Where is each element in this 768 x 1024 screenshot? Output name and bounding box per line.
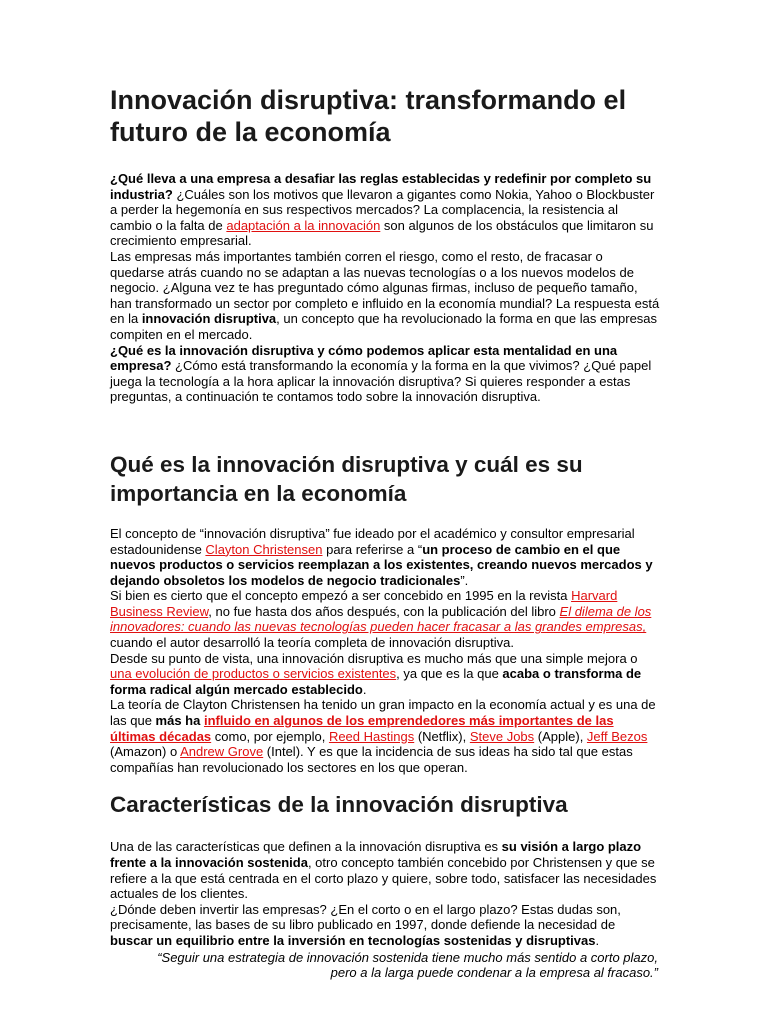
intro-text: , un concepto que ha revolucionado la forma en que las empresas compiten en el mercado. <box>110 311 658 342</box>
section-heading-caracteristicas: Características de la innovación disruptiva <box>110 792 568 818</box>
section1-paragraph-3 <box>110 651 660 698</box>
body-text: El concepto de “innovación disruptiva” fue ideado por el académico y consultor empresarial estadounidense <box>110 525 635 557</box>
body-text: (Netflix), <box>414 728 470 744</box>
quote-line-2: pero a la larga puede condenar a la empresa al fracaso.” <box>330 965 658 981</box>
intro-paragraph-3 <box>110 343 660 405</box>
section1-paragraph-4 <box>110 697 660 775</box>
body-text: Desde su punto de vista, una innovación disruptiva es mucho más que una simple mejora o <box>110 650 638 666</box>
equilibrio-inversion-bold: buscar un equilibrio entre la inversión en tecnologías sostenidas y disruptivas <box>110 932 596 948</box>
section-caracteristicas <box>110 839 660 980</box>
body-text: (Apple), <box>534 728 587 744</box>
innovacion-disruptiva-bold: innovación disruptiva <box>141 311 277 327</box>
transforma-mercado-bold: acaba o transforma de forma radical algún mercado establecido <box>110 666 642 697</box>
blockquote <box>110 950 660 981</box>
intro-question-bold: ¿Qué es la innovación disruptiva y cómo podemos aplicar esta mentalidad en una empresa? <box>110 342 618 374</box>
document-page <box>110 84 660 981</box>
link-harvard-business-review[interactable]: Harvard Business Review <box>110 588 618 619</box>
quote-line-1: “Seguir una estrategia de innovación sostenida tiene mucho más sentido a corto plazo, <box>157 949 658 965</box>
body-text: La teoría de Clayton Christensen ha tenido un gran impacto en la economía actual y es una de las que <box>110 697 656 729</box>
section-que-es <box>110 526 660 776</box>
body-text: Si bien es cierto que el concepto empezó a ser concebido en 1995 en la revista <box>110 588 572 604</box>
link-adaptacion-innovacion[interactable]: adaptación a la innovación <box>226 217 381 233</box>
section2-paragraph-2 <box>110 902 660 949</box>
body-text: . <box>595 932 600 948</box>
intro-text: Las empresas más importantes también corren el riesgo, como el resto, de fracasar o quedarse atrás cuando no se adaptan a las nuevas tecnologías o a los nuevos modelos de negocio. ¿Alguna vez te has preguntado cómo algunas firmas, incluso de pequeño tamaño, han transformado un sector por completo e influido en la economía mundial? La respuesta está en la <box>110 248 660 327</box>
link-andrew-grove[interactable]: Andrew Grove <box>180 744 264 760</box>
body-text: como, por ejemplo, <box>211 728 329 744</box>
body-text: (Amazon) o <box>110 744 181 760</box>
body-text: ¿Dónde deben invertir las empresas? ¿En el corto o en el largo plazo? Estas dudas son, precisamente, las bases de su libro publicado en 1997, donde defiende la necesidad de <box>110 901 621 933</box>
mas-ha-bold: más ha <box>155 713 204 729</box>
link-emprendedores-importantes[interactable]: influido en algunos de los emprendedores más importantes de las últimas décadas <box>110 713 614 744</box>
section-heading-que-es: Qué es la innovación disruptiva y cuál es su importancia en la economía <box>110 451 583 506</box>
definition-bold: un proceso de cambio en el que nuevos productos o servicios reemplazan a los existentes, creando nuevos mercados y dejando obsoletos los modelos de negocio tradicionales <box>110 541 653 588</box>
body-text: (Intel). Y es que la incidencia de sus ideas ha sido tal que estas compañías han revolucionado los sectores en los que operan. <box>110 744 633 775</box>
link-clayton-christensen[interactable]: Clayton Christensen <box>205 541 323 557</box>
body-text: para referirse a “ <box>322 541 423 557</box>
intro-paragraph-1 <box>110 171 660 249</box>
body-text: ”. <box>460 572 469 588</box>
vision-largo-plazo-bold: su visión a largo plazo frente a la innovación sostenida <box>110 839 642 870</box>
body-text: cuando el autor desarrolló la teoría completa de innovación disruptiva. <box>110 635 514 651</box>
link-reed-hastings[interactable]: Reed Hastings <box>328 728 415 744</box>
body-text: , ya que es la que <box>396 666 503 682</box>
body-text: , no fue hasta dos años después, con la publicación del libro <box>208 603 560 619</box>
link-jeff-bezos[interactable]: Jeff Bezos <box>586 728 648 744</box>
body-text: , otro concepto también concebido por Christensen y que se refiere a la que está centrada en el corto plazo y quiere, sobre todo, satisfacer las necesidades actuales de los clientes. <box>110 855 657 902</box>
intro-text: ¿Cómo está transformando la economía y la forma en la que vivimos? ¿Qué papel juega la tecnología a la hora aplicar la innovación disruptiva? Si quieres responder a estas preguntas, a continuación te contamos todo sobre la innovación disruptiva. <box>110 358 652 405</box>
body-text: Una de las características que definen a la innovación disruptiva es <box>110 839 502 855</box>
section1-paragraph-2 <box>110 588 660 650</box>
section1-paragraph-1 <box>110 526 660 588</box>
body-text: . <box>362 681 367 697</box>
link-el-dilema-de-los-innovadores[interactable]: El dilema de los innovadores: cuando las nuevas tecnologías pueden hacer fracasar a las grandes empresas, <box>110 603 652 635</box>
intro-text: son algunos de los obstáculos que limitaron su crecimiento empresarial. <box>110 217 654 249</box>
section2-paragraph-1 <box>110 839 660 901</box>
intro-section <box>110 171 660 405</box>
link-evolucion-productos[interactable]: una evolución de productos o servicios existentes <box>110 666 397 682</box>
intro-text: ¿Cuáles son los motivos que llevaron a gigantes como Nokia, Yahoo o Blockbuster a perder la hegemonía en sus respectivos mercados? La complacencia, la resistencia al cambio o la falta de <box>110 186 655 233</box>
intro-question-bold: ¿Qué lleva a una empresa a desafiar las reglas establecidas y redefinir por completo su industria? <box>110 171 652 202</box>
page-title: Innovación disruptiva: transformando el futuro de la economía <box>110 85 627 147</box>
link-steve-jobs[interactable]: Steve Jobs <box>469 728 535 744</box>
intro-paragraph-2 <box>110 249 660 343</box>
